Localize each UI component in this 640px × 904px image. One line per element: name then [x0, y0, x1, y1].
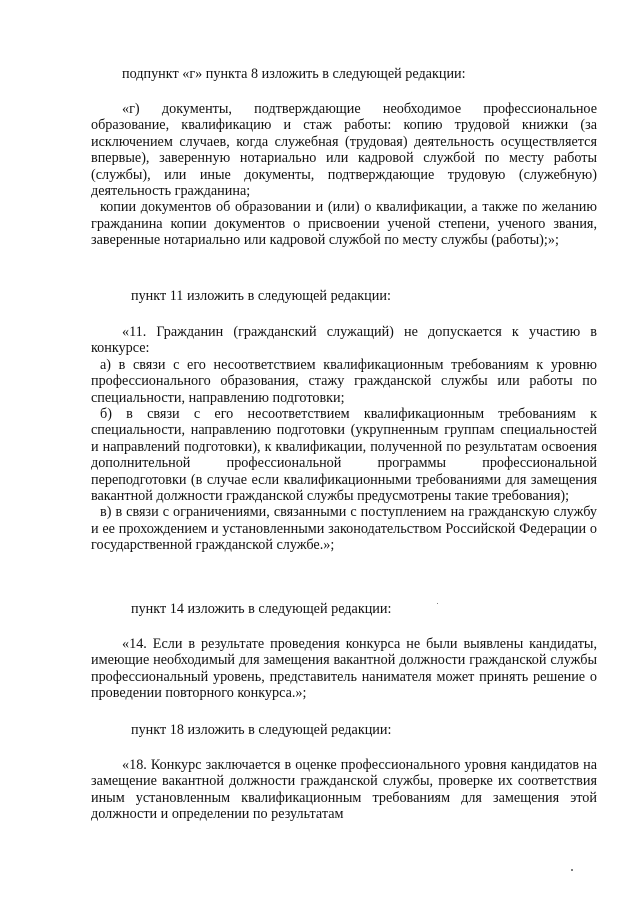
paragraph-11-v: в) в связи с ограничениями, связанными с поступлением на гражданскую службу и ее прохождением и установленными законодательством Российской Федерации о государственной гражданской службе.»; [91, 504, 597, 554]
amendment-8g-intro: подпункт «г» пункта 8 изложить в следующей редакции: [122, 66, 466, 82]
paragraph-18-main: «18. Конкурс заключается в оценке профессионального уровня кандидатов на замещение вакантной должности гражданской службы, проверке их соответствия иным установленным квалификационным требованиям для замещения этой должности и определении по результатам [91, 757, 597, 823]
amendment-8g-text [91, 101, 597, 249]
amendment-18-intro: пункт 18 изложить в следующей редакции: [131, 722, 392, 738]
paragraph-11-main: «11. Гражданин (гражданский служащий) не допускается к участию в конкурсе: [91, 324, 597, 357]
amendment-14-text [91, 636, 597, 702]
amendment-14-intro: пункт 14 изложить в следующей редакции: [131, 601, 392, 617]
paragraph-11-b: б) в связи с его несоответствием квалификационным требованиям к специальности, направлению подготовки (укрупненным группам специальностей и направлений подготовки), к квалификации, полученной по результатам освоения дополнительной профессиональной программы профессиональной переподготовки (в случае если квалификационными требованиями для замещения вакантной должности гражданской службы предусмотрены такие требования); [91, 406, 597, 505]
paragraph-14-main: «14. Если в результате проведения конкурса не были выявлены кандидаты, имеющие необходимый для замещения вакантной должности гражданской службы профессиональный уровень, представитель нанимателя может принять решение о проведении повторного конкурса.»; [91, 636, 597, 702]
paragraph-11-a: а) в связи с его несоответствием квалификационным требованиям к уровню профессионального образования, стажу гражданской службы или работы по специальности, направлению подготовки; [91, 356, 597, 406]
amendment-11-intro: пункт 11 изложить в следующей редакции: [131, 288, 391, 304]
paragraph-8g-documents: «г) документы, подтверждающие необходимое профессиональное образование, квалификацию и стаж работы: копию трудовой книжки (за исключением случаев, когда служебная (трудовая) деятельность осуществляется впервые), заверенную нотариально или кадровой службой по месту работы (службы), или иные документы, подтверждающие трудовую (служебную) деятельность гражданина; [91, 101, 597, 200]
amendment-11-text [91, 324, 597, 554]
scan-speck [437, 603, 438, 604]
paragraph-8g-education-copies: копии документов об образовании и (или) о квалификации, а также по желанию гражданина копии документов о присвоении ученой степени, ученого звания, заверенные нотариально или кадровой службой по месту службы (работы);»; [91, 199, 597, 249]
scan-speck [571, 869, 573, 871]
amendment-18-text [91, 757, 597, 823]
